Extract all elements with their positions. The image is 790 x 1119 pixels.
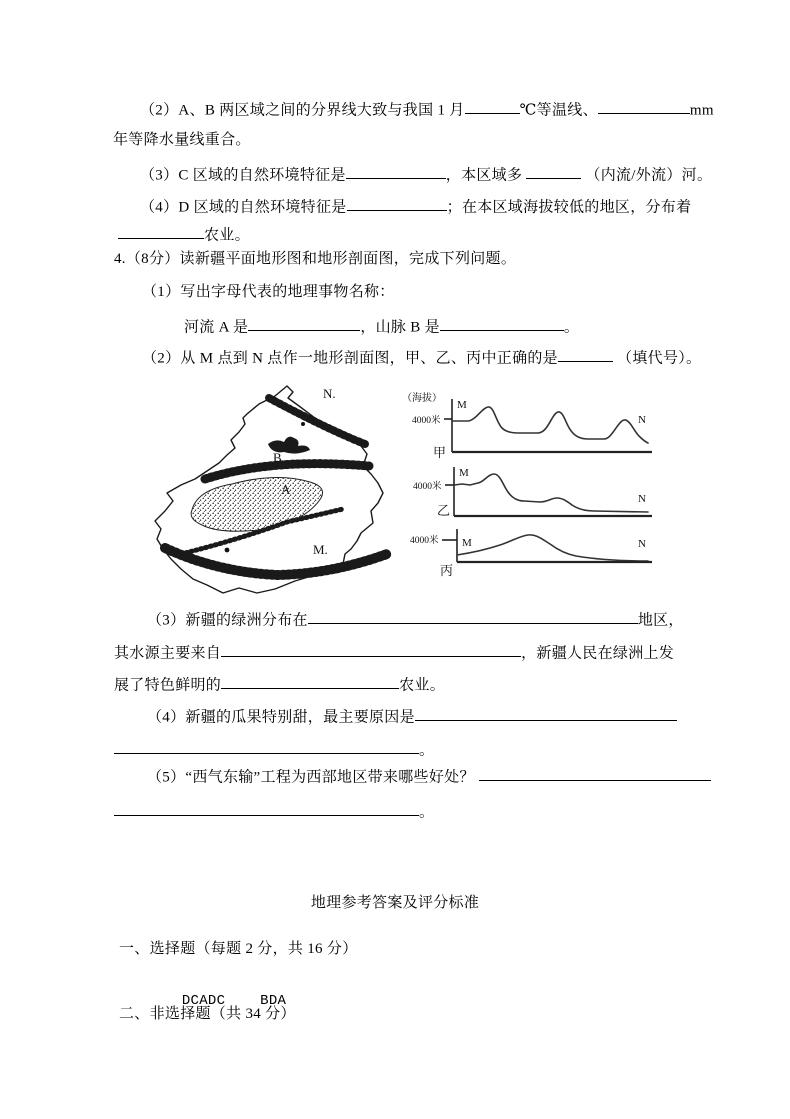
q3-item4-line [140,196,691,216]
q3-item3-line [140,164,712,184]
q3-item2-cont-text: 年等降水量线重合。 [113,132,251,148]
answers-section1-text: 一、选择题（每题 2 分，共 16 分） [119,941,358,957]
q3-item3-text-c: （内流/外流）河。 [585,167,713,184]
p2-curve [454,474,648,512]
altitude-axis-label: （海拔） [402,393,442,404]
p1-m-label: M [457,399,467,411]
q3-item2-continuation [113,132,251,149]
q4-item1-text-a: 河流 A 是 [184,319,249,336]
q3-item2-text-b: ℃等温线、 [519,102,598,119]
p3-n-label: N [638,538,646,550]
p1-tick-4000m: 4000米 [412,416,441,426]
q4-item3-line2 [114,642,674,662]
p1-n-label: N [638,414,646,426]
q4-header [114,251,516,268]
terrain-profiles [400,390,690,590]
q4-item1-text: （1）写出字母代表的地理事物名称： [142,284,395,300]
q4-item4-text-end: 。 [419,742,435,759]
q3-item2-text-a: （2）A、B 两区域之间的分界线大致与我国 1 月 [140,102,465,119]
q3-item4-text-a: （4）D 区域的自然环境特征是 [140,199,347,216]
q4-item1-blank1 [248,316,360,331]
q4-item3-text-f: 农业。 [399,677,446,694]
answers-section2-text: 二、非选择题（共 34 分） [119,1006,296,1022]
q4-item4-text-a: （4）新疆的瓜果特别甜，最主要原因是 [147,709,415,726]
q3-item3-text-a: （3）C 区域的自然环境特征是 [140,167,346,184]
q4-item3-blank2 [221,642,521,657]
p3-tick-4000m: 4000米 [410,536,439,546]
q4-item3-text-d: ，新疆人民在绿洲上发 [521,645,675,662]
answers-title-text: 地理参考答案及评分标准 [310,895,480,911]
q4-item3-text-c: 其水源主要来自 [114,645,222,662]
answers-section2-heading [119,1006,296,1023]
q4-item3-blank3 [221,674,399,689]
p2-n-label: N [638,493,646,505]
q4-item3-text-e: 展了特色鲜明的 [114,677,222,694]
q4-item3-text-b: 地区， [637,612,684,629]
q4-item4-blank1 [415,706,677,721]
altai-range [269,398,365,444]
city-dot-north [301,422,305,426]
q4-item1-answer-line [184,316,579,336]
q4-item3-blank1 [308,609,638,624]
q3-item2-text-c: mm [689,102,714,119]
q3-item2-blank1 [465,99,520,114]
q4-item1-text-c: 。 [563,319,580,336]
map-label-n: N. [323,386,336,401]
q3-item2-line [140,99,714,119]
q3-item4-continuation [118,224,250,244]
q4-item4-line2 [114,739,434,759]
answers-title [0,895,790,912]
map-label-b: B [273,450,282,465]
desert-stipple-area [191,477,322,531]
p3-m-label: M [462,537,472,549]
q4-item3-line1 [147,609,684,629]
q4-header-text: 4.（8分）读新疆平面地形图和地形剖面图，完成下列问题。 [114,251,517,267]
q4-item1-line [142,284,395,301]
q4-item2-line [142,347,701,367]
q4-item2-text-a: （2）从 M 点到 N 点作一地形剖面图，甲、乙、丙中正确的是 [142,350,558,367]
map-label-m: M. [313,542,328,557]
q4-item5-text-a: （5）“西气东输”工程为西部地区带来哪些好处？ [147,769,475,786]
q3-item3-blank1 [346,164,446,179]
p3-curve [457,535,648,561]
p2-name: 乙 [437,503,451,518]
q3-item4-text-b: ；在本区域海拔较低的地区，分布着 [446,199,692,216]
q4-item5-text-end: 。 [419,804,435,821]
q3-item3-blank2 [526,164,581,179]
q4-item5-line1 [147,766,711,786]
q4-item3-line3 [114,674,445,694]
q3-item3-text-b: ，本区域多 [445,167,523,184]
p2-tick-4000m: 4000米 [413,482,442,492]
city-dot-south [225,548,230,553]
xinjiang-map [147,382,397,597]
p2-m-label: M [459,467,469,479]
q4-item5-blank2 [114,801,419,816]
q3-item4-cont-text: 农业。 [204,227,250,244]
answers-choice-string: DCADC BDA [181,993,287,1009]
q4-item4-blank2 [114,739,419,754]
p1-curve [452,407,648,443]
q4-item5-blank1 [479,766,711,781]
q4-item5-line2 [114,801,434,821]
answers-section1-heading [119,941,358,958]
tianshan-range [205,464,369,479]
q3-item4-blank2 [118,224,204,239]
q4-item4-line1 [147,706,677,726]
q3-item4-blank1 [347,196,447,211]
q3-item2-blank2 [598,99,690,114]
q4-item3-text-a: （3）新疆的绿洲分布在 [147,612,308,629]
p1-name: 甲 [433,445,447,460]
q4-item1-blank2 [440,316,564,331]
q4-item1-text-b: ，山脉 B 是 [360,319,440,336]
q4-item2-blank [558,347,613,362]
p3-name: 丙 [440,563,454,578]
q4-item2-text-b: （填代号）。 [617,350,702,367]
map-label-a: A [281,482,291,497]
